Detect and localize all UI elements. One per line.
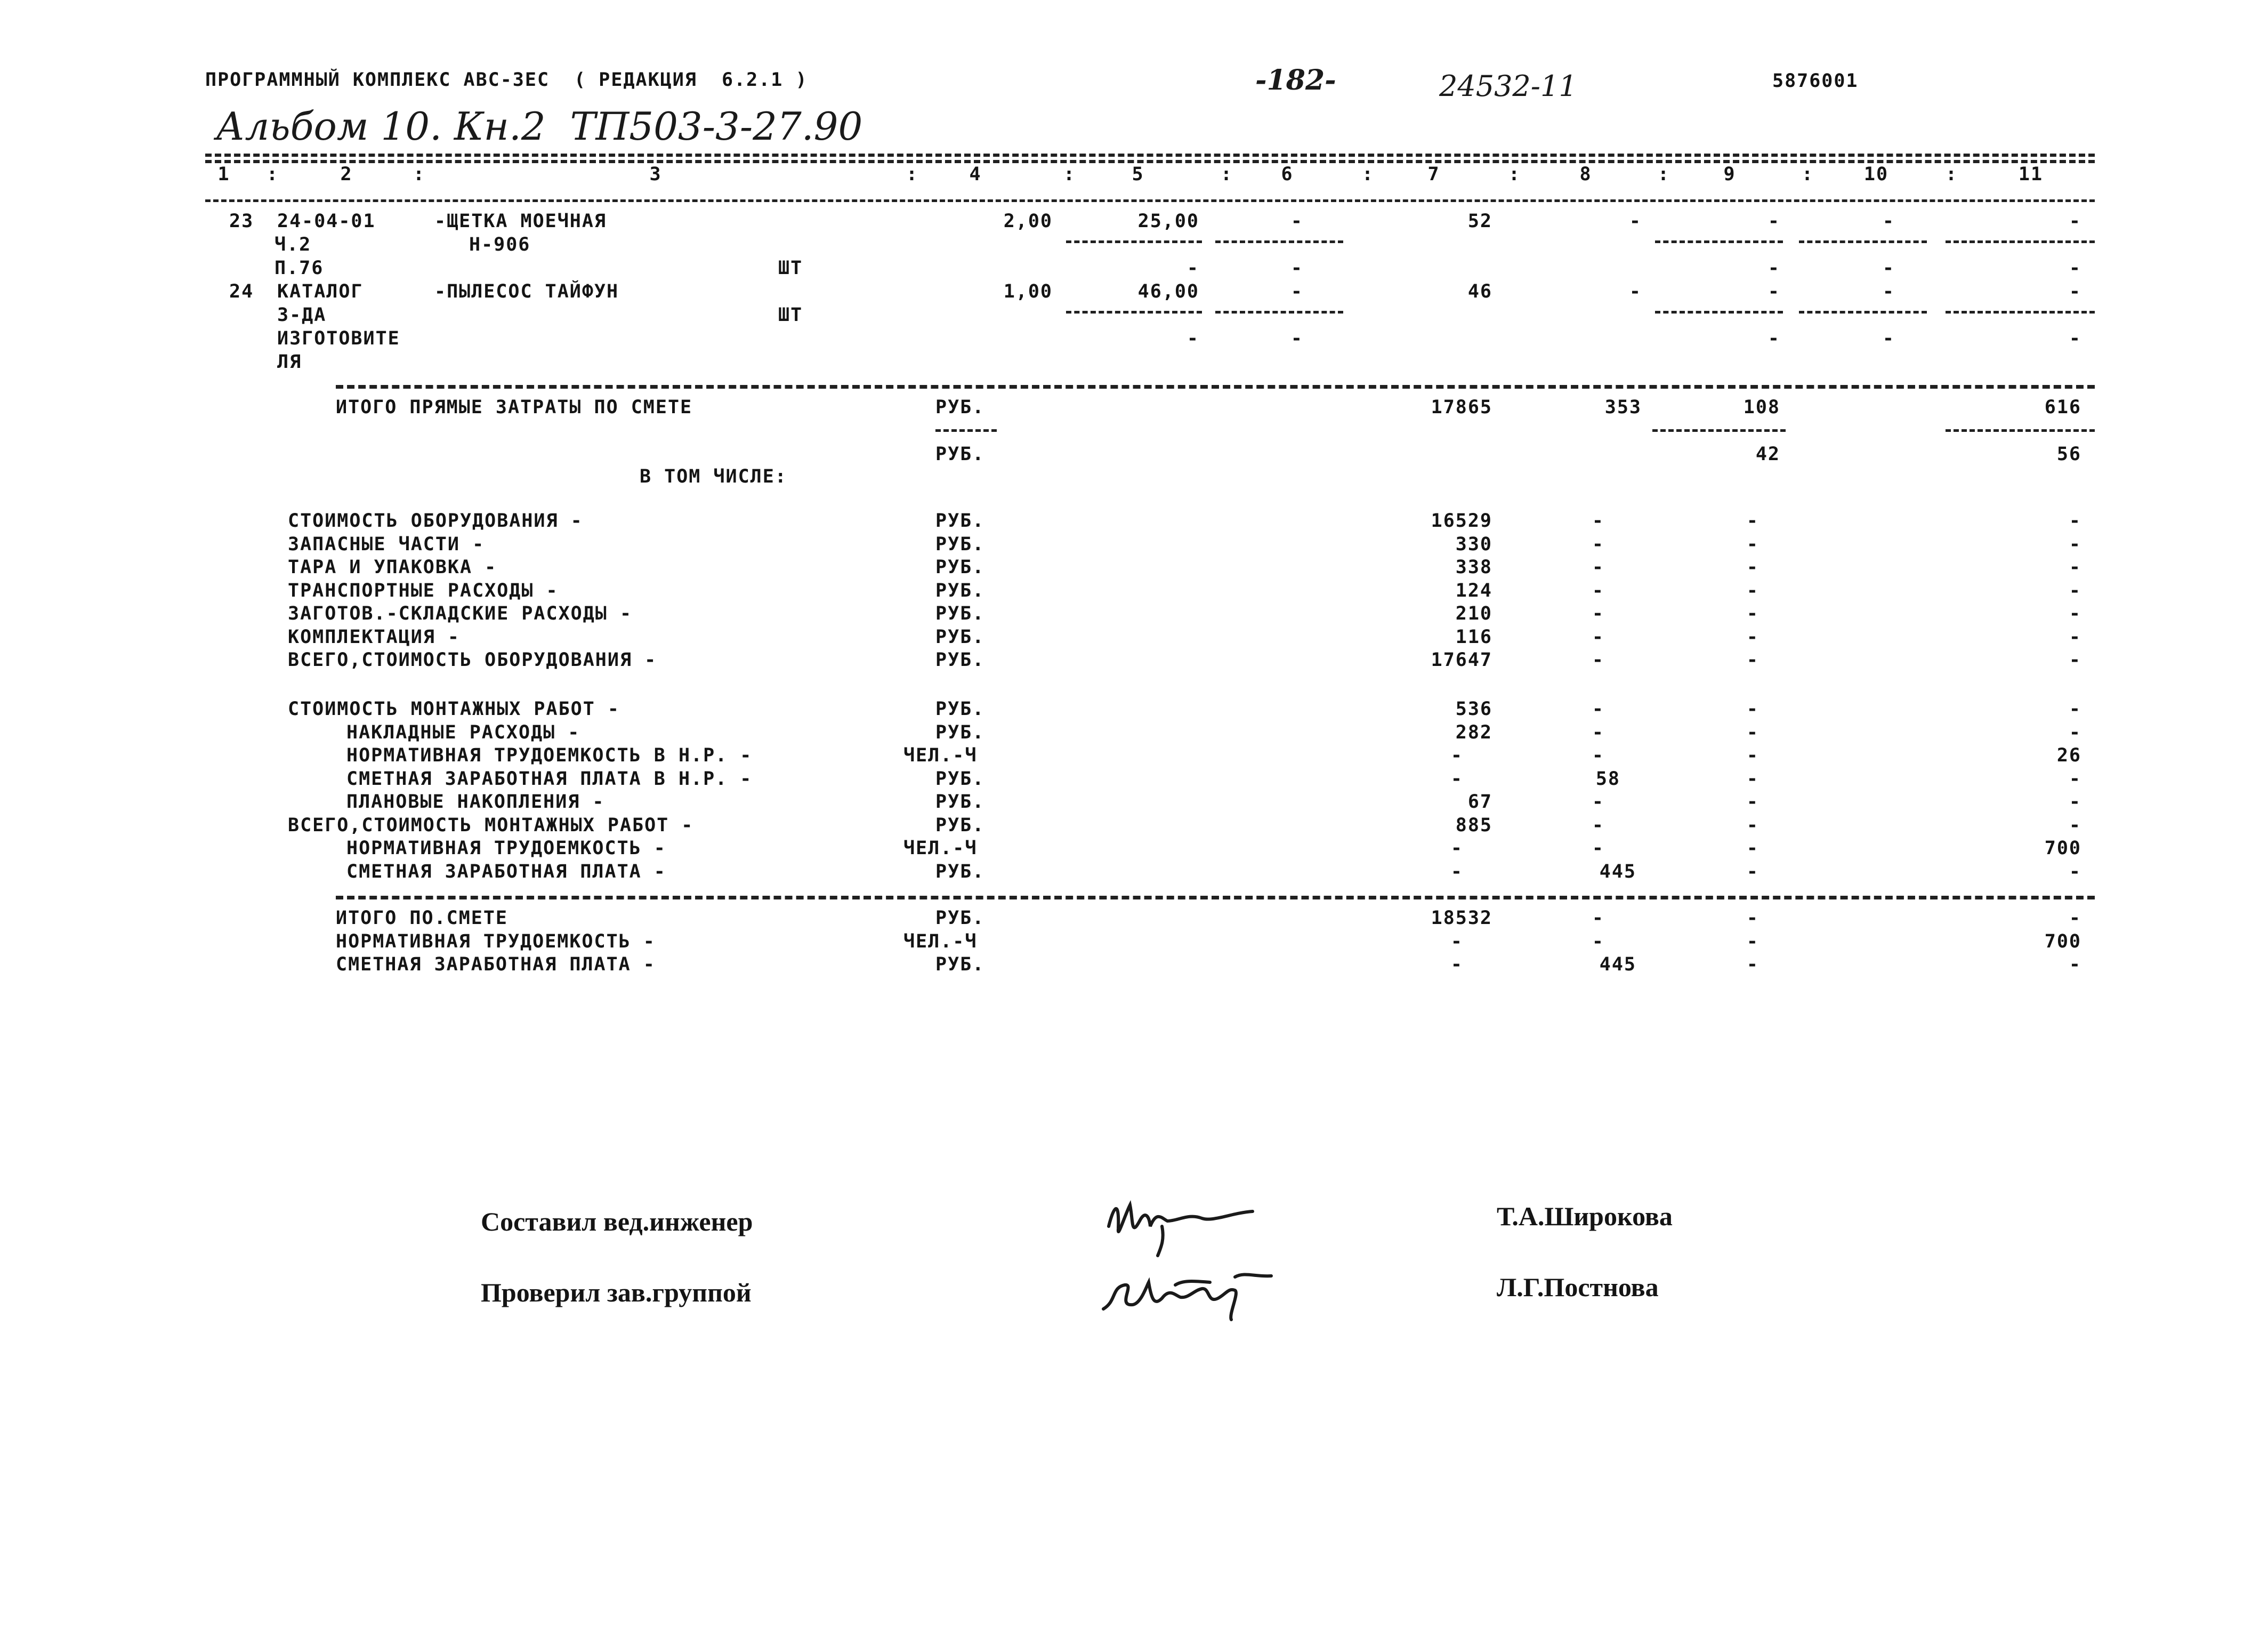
install-row-c11: 700 [2044,838,2081,859]
column-separator: : [906,164,919,185]
item-subrule [1066,240,1202,243]
equipment-row-c7: 17647 [1431,649,1492,671]
grand-total-unit: РУБ. [935,954,985,975]
direct-total-c9: 108 [1743,397,1780,418]
install-row-unit: РУБ. [935,768,985,790]
install-row-label: ПЛАНОВЫЕ НАКОПЛЕНИЯ - [346,791,605,813]
equipment-row-unit: РУБ. [935,603,985,624]
install-row-c7: 885 [1455,814,1492,836]
equipment-row-c8: - [1592,626,1604,648]
equipment-row-c11: - [2069,557,2081,578]
page-number: -182- [1255,64,1336,97]
compiled-signature [1098,1189,1274,1258]
column-header-3: 3 [649,164,662,185]
equipment-row-c8: - [1592,533,1604,555]
program-title: ПРОГРАММНЫЙ КОМПЛЕКС АВС-3ЕС ( РЕДАКЦИЯ 6.2.1 ) [205,69,808,91]
column-separator: : [1508,164,1521,185]
item-sub-c6: - [1290,258,1303,279]
install-row-c11: - [2069,861,2081,882]
header-bottom-rule [205,199,2095,202]
column-separator: : [1946,164,1958,185]
equipment-row-c11: - [2069,510,2081,532]
item-sub-c9: - [1767,328,1780,349]
equipment-row-c7: 16529 [1431,510,1492,532]
grand-total-c7: 18532 [1431,907,1492,929]
item-c8: - [1629,281,1642,302]
item-sub-c5: - [1187,258,1199,279]
equipment-row-c11: - [2069,649,2081,671]
install-row-c9: - [1746,861,1759,882]
install-row-label: ВСЕГО,СТОИМОСТЬ МОНТАЖНЫХ РАБОТ - [288,814,694,836]
compiled-by-name: Т.А.Широкова [1497,1201,1673,1231]
item-c7: 46 [1467,281,1492,302]
item-c6: - [1290,211,1303,232]
direct-total-rule [336,385,2095,389]
direct-sub-unit: РУБ. [935,444,985,465]
item-subrule [1946,240,2095,243]
grand-total-rule [336,896,2095,899]
item-code-line: Ч.2 [275,234,312,255]
item-sub-c11: - [2069,258,2081,279]
grand-total-label: НОРМАТИВНАЯ ТРУДОЕМКОСТЬ - [336,930,656,952]
grand-total-c8: 445 [1599,954,1636,975]
grand-total-c8: - [1592,930,1604,952]
install-row-label: СМЕТНАЯ ЗАРАБОТНАЯ ПЛАТА В Н.Р. - [346,768,753,790]
direct-total-c7: 17865 [1431,397,1492,418]
column-separator: : [413,164,426,185]
item-unit: ШТ [778,304,803,326]
item-number: 23 [229,211,254,232]
item-c11: - [2069,211,2081,232]
install-row-c8: - [1592,698,1604,720]
direct-total-subrule [935,429,997,432]
equipment-row-label: ЗАГОТОВ.-СКЛАДСКИЕ РАСХОДЫ - [288,603,633,624]
install-row-c8: 445 [1599,861,1636,882]
column-header-8: 8 [1579,164,1592,185]
install-row-unit: РУБ. [935,698,985,720]
column-header-11: 11 [2018,164,2044,185]
install-row-label: СТОИМОСТЬ МОНТАЖНЫХ РАБОТ - [288,698,620,720]
item-subrule [1946,311,2095,314]
item-unit: ШТ [778,258,803,279]
install-row-c11: - [2069,768,2081,790]
grand-total-c9: - [1746,954,1759,975]
item-subrule [1215,240,1343,243]
install-row-c8: - [1592,721,1604,743]
equipment-row-c11: - [2069,580,2081,601]
equipment-row-label: ЗАПАСНЫЕ ЧАСТИ - [288,533,485,555]
checked-signature [1095,1256,1287,1328]
item-sub-c5: - [1187,328,1199,349]
item-c10: - [1882,281,1895,302]
column-header-7: 7 [1427,164,1440,185]
grand-total-c8: - [1592,907,1604,929]
item-subrule [1655,240,1783,243]
item-code-line: ЛЯ [277,351,302,373]
install-row-label: НОРМАТИВНАЯ ТРУДОЕМКОСТЬ - [346,838,666,859]
item-sub-c10: - [1882,258,1895,279]
equipment-row-label: ТРАНСПОРТНЫЕ РАСХОДЫ - [288,580,559,601]
direct-sub-c9: 42 [1755,444,1780,465]
equipment-row-label: ТАРА И УПАКОВКА - [288,557,497,578]
install-row-unit: ЧЕЛ.-Ч [903,838,978,859]
item-sub-c11: - [2069,328,2081,349]
install-row-label: НОРМАТИВНАЯ ТРУДОЕМКОСТЬ В Н.Р. - [346,745,753,766]
column-header-6: 6 [1281,164,1294,185]
grand-total-label: ИТОГО ПО.СМЕТЕ [336,907,509,929]
install-row-c7: 282 [1455,721,1492,743]
equipment-row-unit: РУБ. [935,510,985,532]
item-c4: 2,00 [1003,211,1053,232]
compiled-by-label: Составил вед.инженер [481,1207,753,1236]
direct-total-c8: 353 [1604,397,1642,418]
item-subrule [1799,240,1927,243]
item-subrule [1799,311,1927,314]
install-row-c8: - [1592,791,1604,813]
install-row-c7: 536 [1455,698,1492,720]
column-separator: : [1802,164,1814,185]
item-code-line: П.76 [275,258,324,279]
install-row-label: НАКЛАДНЫЕ РАСХОДЫ - [346,721,580,743]
item-code-line: ИЗГОТОВИТЕ [277,328,400,349]
install-row-c9: - [1746,745,1759,766]
install-row-unit: ЧЕЛ.-Ч [903,745,978,766]
item-c9: - [1767,211,1780,232]
grand-total-c9: - [1746,930,1759,952]
item-subrule [1655,311,1783,314]
equipment-row-unit: РУБ. [935,580,985,601]
including-label: В ТОМ ЧИСЛЕ: [640,466,787,487]
equipment-row-unit: РУБ. [935,626,985,648]
item-c4: 1,00 [1003,281,1053,302]
item-name-line: -ПЫЛЕСОС ТАЙФУН [434,281,619,302]
equipment-row-c8: - [1592,557,1604,578]
item-c10: - [1882,211,1895,232]
install-row-unit: РУБ. [935,814,985,836]
item-code-line: КАТАЛОГ [277,281,364,302]
install-row-c7: - [1450,768,1463,790]
column-separator: : [267,164,279,185]
column-header-9: 9 [1723,164,1736,185]
install-row-c7: - [1450,745,1463,766]
item-sub-c9: - [1767,258,1780,279]
item-name-line: -ЩЕТКА МОЕЧНАЯ [434,211,607,232]
equipment-row-c11: - [2069,603,2081,624]
install-row-c9: - [1746,791,1759,813]
column-header-1: 1 [217,164,230,185]
album-reference: Альбом 10. Кн.2 ТП503-3-27.90 [216,104,863,149]
install-row-c9: - [1746,721,1759,743]
install-row-c11: 26 [2056,745,2081,766]
install-row-c9: - [1746,698,1759,720]
install-row-c7: 67 [1467,791,1492,813]
item-c5: 25,00 [1137,211,1199,232]
direct-total-label: ИТОГО ПРЯМЫЕ ЗАТРАТЫ ПО СМЕТЕ [336,397,693,418]
equipment-row-label: КОМПЛЕКТАЦИЯ - [288,626,461,648]
equipment-row-label: СТОИМОСТЬ ОБОРУДОВАНИЯ - [288,510,583,532]
grand-total-c11: - [2069,907,2081,929]
install-row-c9: - [1746,838,1759,859]
equipment-row-c7: 116 [1455,626,1492,648]
item-c9: - [1767,281,1780,302]
column-separator: : [1063,164,1076,185]
grand-total-unit: ЧЕЛ.-Ч [903,930,978,952]
header-top-rule [205,154,2095,163]
column-header-2: 2 [340,164,353,185]
direct-total-subrule [1652,429,1786,432]
equipment-row-unit: РУБ. [935,533,985,555]
grand-total-unit: РУБ. [935,907,985,929]
equipment-row-label: ВСЕГО,СТОИМОСТЬ ОБОРУДОВАНИЯ - [288,649,657,671]
install-row-unit: РУБ. [935,861,985,882]
grand-total-label: СМЕТНАЯ ЗАРАБОТНАЯ ПЛАТА - [336,954,656,975]
equipment-row-c11: - [2069,626,2081,648]
item-c7: 52 [1467,211,1492,232]
install-row-label: СМЕТНАЯ ЗАРАБОТНАЯ ПЛАТА - [346,861,666,882]
equipment-row-c9: - [1746,603,1759,624]
item-number: 24 [229,281,254,302]
equipment-row-c8: - [1592,510,1604,532]
equipment-row-c9: - [1746,557,1759,578]
grand-total-c11: 700 [2044,930,2081,952]
install-row-c11: - [2069,721,2081,743]
grand-total-c7: - [1450,930,1463,952]
grand-total-c7: - [1450,954,1463,975]
equipment-row-c8: - [1592,603,1604,624]
document-code: 5876001 [1772,70,1859,92]
install-row-c8: 58 [1595,768,1620,790]
install-row-c11: - [2069,698,2081,720]
equipment-row-unit: РУБ. [935,557,985,578]
item-sub-c6: - [1290,328,1303,349]
item-code-line: З-ДА [277,304,327,326]
install-row-c7: - [1450,861,1463,882]
install-row-c9: - [1746,814,1759,836]
column-header-4: 4 [969,164,982,185]
install-row-c8: - [1592,814,1604,836]
install-row-unit: РУБ. [935,721,985,743]
item-sub-c10: - [1882,328,1895,349]
direct-sub-c11: 56 [2056,444,2081,465]
item-c11: - [2069,281,2081,302]
grand-total-c9: - [1746,907,1759,929]
equipment-row-c9: - [1746,533,1759,555]
item-subrule [1215,311,1343,314]
document-number: 24532-11 [1439,69,1577,103]
install-row-c7: - [1450,838,1463,859]
install-row-unit: РУБ. [935,791,985,813]
install-row-c9: - [1746,768,1759,790]
equipment-row-c7: 338 [1455,557,1492,578]
item-c8: - [1629,211,1642,232]
checked-by-name: Л.Г.Постнова [1497,1272,1659,1302]
equipment-row-c7: 124 [1455,580,1492,601]
column-header-5: 5 [1132,164,1144,185]
equipment-row-c9: - [1746,580,1759,601]
install-row-c8: - [1592,838,1604,859]
direct-total-unit: РУБ. [935,397,985,418]
column-separator: : [1362,164,1375,185]
equipment-row-c9: - [1746,649,1759,671]
equipment-row-c9: - [1746,510,1759,532]
install-row-c11: - [2069,814,2081,836]
item-c6: - [1290,281,1303,302]
checked-by-label: Проверил зав.группой [481,1278,752,1307]
grand-total-c11: - [2069,954,2081,975]
item-c5: 46,00 [1137,281,1199,302]
item-name-line: Н-906 [469,234,531,255]
item-code-line: 24-04-01 [277,211,376,232]
equipment-row-c7: 330 [1455,533,1492,555]
column-separator: : [1658,164,1670,185]
equipment-row-c7: 210 [1455,603,1492,624]
install-row-c11: - [2069,791,2081,813]
direct-total-c11: 616 [2044,397,2081,418]
equipment-row-c9: - [1746,626,1759,648]
direct-total-subrule [1946,429,2095,432]
item-subrule [1066,311,1202,314]
equipment-row-unit: РУБ. [935,649,985,671]
column-header-10: 10 [1863,164,1889,185]
equipment-row-c11: - [2069,533,2081,555]
install-row-c8: - [1592,745,1604,766]
equipment-row-c8: - [1592,649,1604,671]
equipment-row-c8: - [1592,580,1604,601]
column-separator: : [1221,164,1233,185]
